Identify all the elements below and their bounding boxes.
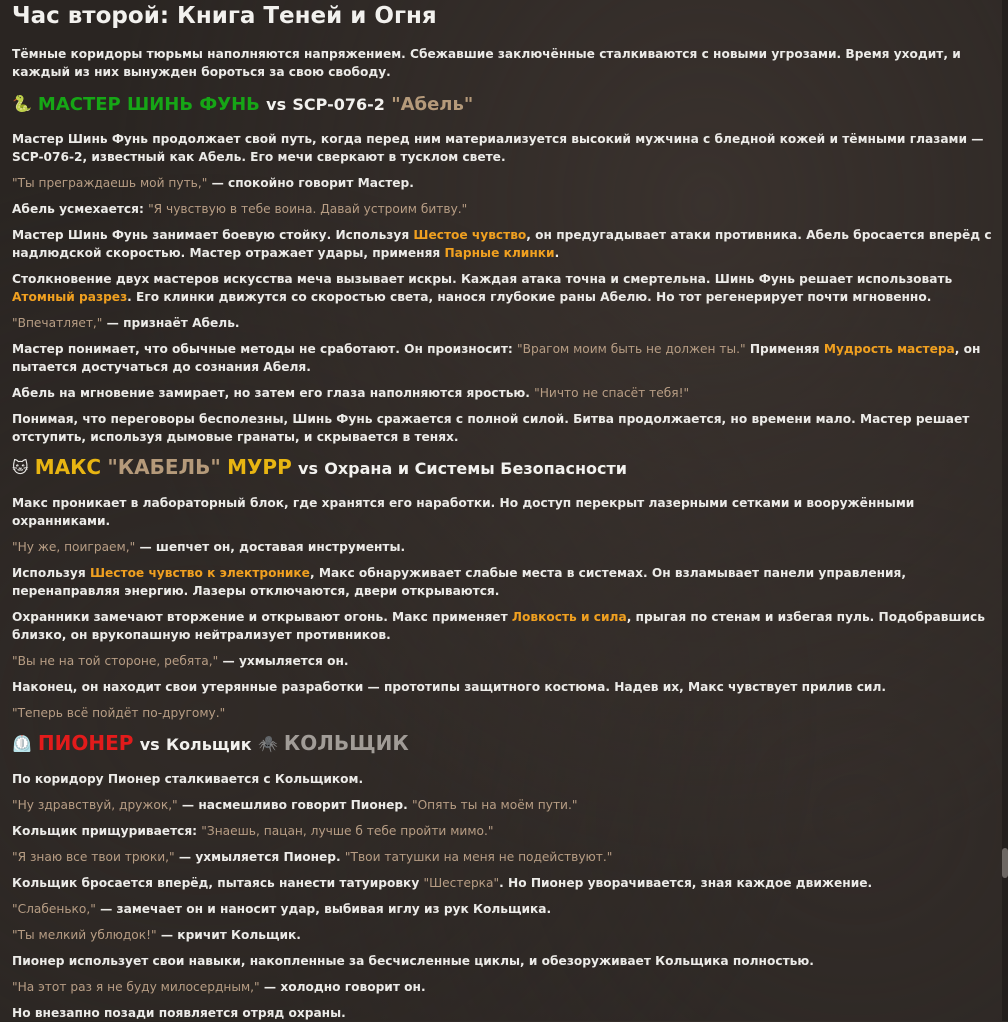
story-paragraph: "Вы не на той стороне, ребята," — ухмыляется он.: [12, 654, 349, 668]
vs-label: vs: [139, 735, 160, 754]
section-heading-max: [12, 454, 994, 482]
fighter-nickname: "КАБЕЛЬ": [107, 455, 221, 479]
story-paragraph: Мастер понимает, что обычные методы не сработают. Он произносит: "Врагом моим быть не должен ты." Применяя Мудрость мастера, он пытается достучаться до сознания Абеля.: [12, 342, 981, 374]
story-paragraph: Охранники замечают вторжение и открывают огонь. Макс применяет Ловкость и сила, прыгая по стенам и избегая пуль. Подобравшись близко, он врукопашную нейтрализует противников.: [12, 610, 985, 642]
fighter-surname: МУРР: [227, 455, 292, 479]
chapter-title: Час второй: Книга Теней и Огня: [12, 3, 437, 29]
story-paragraph: Абель усмехается: "Я чувствую в тебе воина. Давай устроим битву.": [12, 202, 468, 216]
story-paragraph: Мастер Шинь Фунь продолжает свой путь, когда перед ним материализуется высокий мужчина с бледной кожей и тёмными глазами — SCP-076-2, известный как Абель. Его мечи сверкают в тусклом свете.: [12, 132, 984, 164]
skill-highlight: Шестое чувство: [413, 228, 527, 242]
story-paragraph: Пионер использует свои навыки, накопленные за бесчисленные циклы, и обезоруживает Кольщика полностью.: [12, 954, 814, 968]
story-paragraph: Мастер Шинь Фунь занимает боевую стойку. Используя Шестое чувство, он предугадывает атаки противника. Абель бросается вперёд с надлюдской скоростью. Мастер отражает удары, применяя Парные клинки.: [12, 228, 992, 260]
story-paragraph: "Ну же, поиграем," — шепчет он, доставая инструменты.: [12, 540, 406, 554]
story-paragraph: "Впечатляет," — признаёт Абель.: [12, 316, 240, 330]
section-heading-pioneer: [12, 730, 994, 758]
opponent-name: Охрана и Системы Безопасности: [324, 459, 627, 478]
vs-label: vs: [266, 95, 287, 114]
section-heading-shin-fun: [12, 91, 994, 118]
opponent-title: КОЛЬЩИК: [283, 731, 409, 755]
timer-icon: ⏲️: [12, 734, 32, 753]
story-paragraph: Кольщик прищуривается: "Знаешь, пацан, лучше б тебе пройти мимо.": [12, 824, 494, 838]
story-paragraph: Столкновение двух мастеров искусства меча вызывает искры. Каждая атака точна и смертельна. Шинь Фунь решает использовать Атомный разрез. Его клинки движутся со скоростью света, нанося глубокие раны Абелю. Но тот регенерирует почти мгновенно.: [12, 272, 953, 304]
snake-icon: 🐍: [12, 94, 32, 113]
fighter-name: МАСТЕР ШИНЬ ФУНЬ: [37, 94, 260, 115]
skill-highlight: Мудрость мастера: [823, 342, 955, 356]
scrollbar-track[interactable]: [1002, 0, 1008, 1021]
opponent-alias: "Абель": [391, 94, 474, 115]
story-paragraph: Используя Шестое чувство к электронике, Макс обнаруживает слабые места в системах. Он взламывает панели управления, перенаправляя энергию. Лазеры отключаются, двери открываются.: [12, 566, 907, 598]
story-paragraph: "Ну здравствуй, дружок," — насмешливо говорит Пионер. "Опять ты на моём пути.": [12, 798, 578, 812]
story-paragraph: "Я знаю все твои трюки," — ухмыляется Пионер. "Твои татушки на меня не подействуют.": [12, 850, 613, 864]
story-paragraph: Кольщик бросается вперёд, пытаясь нанести татуировку "Шестерка". Но Пионер уворачивается, зная каждое движение.: [12, 876, 873, 890]
skill-highlight: Ловкость и сила: [511, 610, 627, 624]
story-paragraph: "Ты преграждаешь мой путь," — спокойно говорит Мастер.: [12, 176, 414, 190]
story-paragraph: По коридору Пионер сталкивается с Кольщиком.: [12, 772, 364, 786]
story-paragraph: Но внезапно позади появляется отряд охраны.: [12, 1006, 346, 1020]
story-paragraph: Наконец, он находит свои утерянные разработки — прототипы защитного костюма. Надев их, Макс чувствует прилив сил.: [12, 680, 887, 694]
story-paragraph: Макс проникает в лабораторный блок, где хранятся его наработки. Но доступ перекрыт лазерными сетками и вооружёнными охранниками.: [12, 496, 915, 528]
skill-highlight: Атомный разрез: [12, 290, 128, 304]
intro-paragraph: Тёмные коридоры тюрьмы наполняются напряжением. Сбежавшие заключённые сталкиваются с новыми угрозами. Время уходит, и каждый из них вынужден бороться за свою свободу.: [12, 47, 961, 79]
opponent-name: SCP-076-2: [292, 95, 385, 114]
story-paragraph: "Ты мелкий ублюдок!" — кричит Кольщик.: [12, 928, 301, 942]
story-paragraph: "Слабенько," — замечает он и наносит удар, выбивая иглу из рук Кольщика.: [12, 902, 552, 916]
story-paragraph: "На этот раз я не буду милосердным," — холодно говорит он.: [12, 980, 426, 994]
cat-icon: 🐱: [12, 458, 29, 477]
scrollbar-thumb[interactable]: [1002, 848, 1008, 878]
vs-label: vs: [298, 459, 318, 478]
spider-icon: 🕷️: [257, 734, 278, 753]
opponent-name: Кольщик: [165, 735, 252, 754]
story-paragraph: "Теперь всё пойдёт по-другому.": [12, 706, 226, 720]
fighter-name: ПИОНЕР: [37, 731, 134, 755]
skill-highlight: Шестое чувство к электронике: [89, 566, 310, 580]
story-paragraph: Абель на мгновение замирает, но затем его глаза наполняются яростью. "Ничто не спасёт тебя!": [12, 386, 690, 400]
skill-highlight: Парные клинки: [444, 246, 555, 260]
fighter-name: МАКС: [34, 455, 102, 479]
story-paragraph: Понимая, что переговоры бесполезны, Шинь Фунь сражается с полной силой. Битва продолжается, но времени мало. Мастер решает отступить, используя дымовые гранаты, и скрывается в тенях.: [12, 412, 970, 444]
